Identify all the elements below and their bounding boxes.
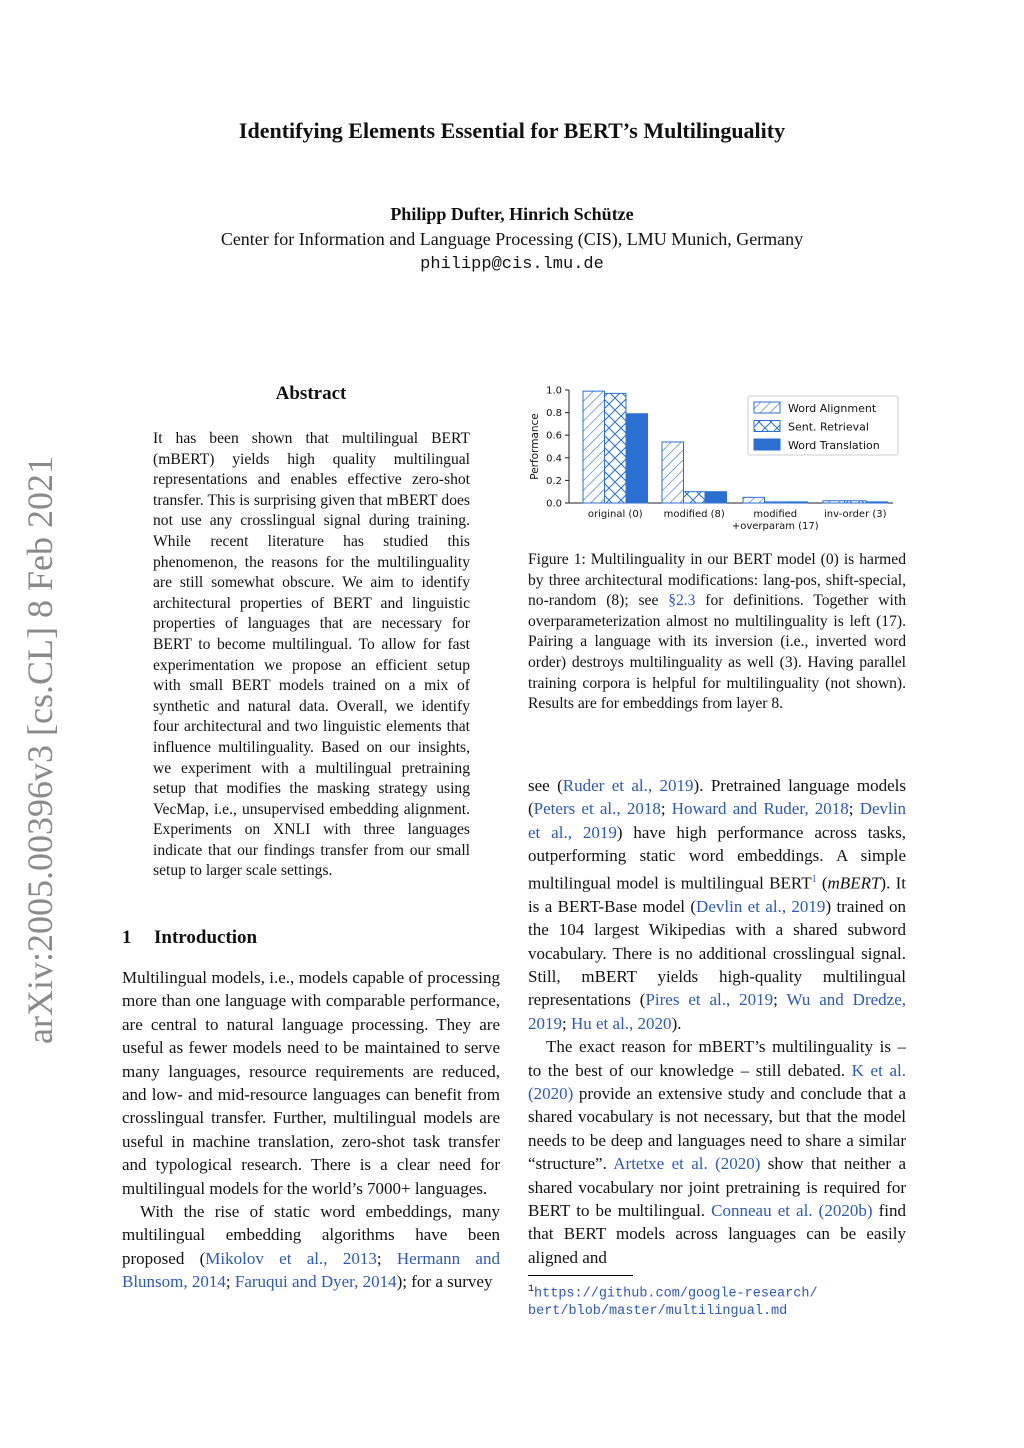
abstract-text: It has been shown that multilingual BERT (mBERT) yields high quality multilingual representations and enables effective zero-shot transfer. This is surprising given that mBERT does not use any crosslingual signal during training. While recent literature has studied this phenomenon, the reasons for the multilinguality are still somewhat obscure. We aim to identify architectural properties of BERT and linguistic properties of languages that are necessary for BERT to become multilingual. To allow for fast experimentation we propose an efficient setup with small BERT models trained on a mix of synthetic and natural data. Overall, we identify four architectural and two linguistic elements that influence multilinguality. Based on our insights, we experiment with a multilingual pretraining setup that modifies the masking strategy using VecMap, i.e., unsupervised embedding alignment. Experiments on XNLI with three languages indicate that our findings transfer from our small setup to larger scale settings. xyxy=(153,430,470,880)
x-category-label: modified xyxy=(753,509,798,520)
bar-word-translation-1 xyxy=(705,492,727,503)
bar-word-alignment-1 xyxy=(662,442,684,503)
citation-link[interactable]: Hu et al., 2020 xyxy=(570,1013,672,1033)
citation-link[interactable]: Artetxe et al. (2020) xyxy=(613,1154,761,1174)
citation-link[interactable]: Devlin et al., 2019 xyxy=(528,799,906,842)
legend-label: Word Translation xyxy=(788,439,880,452)
bar-word-alignment-2 xyxy=(743,497,765,503)
paper-title: Identifying Elements Essential for BERT’s Multilinguality xyxy=(238,118,786,143)
y-tick-label: 0.6 xyxy=(546,430,562,442)
footnote-url[interactable]: https://github.com/google-research/ xyxy=(534,1286,818,1302)
footnote-marker[interactable]: 1 xyxy=(811,873,817,885)
legend-swatch xyxy=(754,439,780,450)
arxiv-sidebar xyxy=(10,456,70,1044)
right-paragraph-1: see (Ruder et al., 2019). Pretrained language models (Peters et al., 2018; Howard and Ruder, 2018; Devlin et al., 2019) have high performance across tasks, outperforming static word embeddings. A simple multilingual model is multilingual BERT$^1$ (mBERT). It is a BERT-Base model (Devlin et al., 2019) trained on the 104 largest Wikipedias with a shared subword vocabulary. There is no additional crosslingual signal. Still, mBERT yields high-quality multilingual representations (Pires et al., 2019; Wu and Dredze, 2019; Hu et al., 2020). xyxy=(528,776,907,1033)
x-category-label-line2: +overparam (17) xyxy=(731,521,819,532)
citation-link[interactable]: Howard and Ruder, 2018 xyxy=(671,799,849,819)
intro-paragraph-2: With the rise of static word embeddings, many multilingual embedding algorithms have been proposed (Mikolov et al., 2013; Hermann and Blunsom, 2014; Faruqui and Dyer, 2014); for a survey xyxy=(122,1202,500,1292)
citation-link[interactable]: Pires et al., 2019 xyxy=(645,990,774,1010)
citation-link[interactable]: Faruqui and Dyer, 2014 xyxy=(234,1272,397,1292)
y-tick-label: 0.8 xyxy=(546,408,562,420)
figure-1-caption: Figure 1: Multilinguality in our BERT model (0) is harmed by three architectural modifications: lang-pos, shift-special, no-random (8); see §2.3 for definitions. Together with overparameterization almost no multilinguality is left (17). Pairing a language with its inversion (i.e., inverted word order) destroys multilinguality as well (3). Having parallel training corpora is helpful for multilinguality (not shown). Results are for embeddings from layer 8. xyxy=(528,551,907,713)
footnote-divider xyxy=(528,1275,633,1276)
author-email[interactable]: philipp@cis.lmu.de xyxy=(420,255,604,274)
section-heading-introduction xyxy=(122,927,257,949)
y-tick-label: 0.2 xyxy=(546,475,562,487)
legend-label: Word Alignment xyxy=(788,402,877,415)
section-ref-link[interactable]: §2.3 xyxy=(668,592,696,610)
intro-body xyxy=(122,966,500,1294)
section-number: 1 xyxy=(122,927,132,948)
footnote-url-continued[interactable]: bert/blob/master/multilingual.md xyxy=(528,1303,788,1319)
footnote-number: 1 xyxy=(528,1284,535,1295)
citation-link[interactable]: Devlin et al., 2019 xyxy=(696,896,826,916)
bar-word-translation-0 xyxy=(626,414,648,503)
citation-link[interactable]: Wu and Dredze, 2019 xyxy=(528,990,906,1033)
legend-swatch xyxy=(754,421,780,432)
legend-label: Sent. Retrieval xyxy=(788,420,869,434)
bar-word-alignment-0 xyxy=(583,391,605,503)
y-axis-label: Performance xyxy=(529,413,541,480)
y-tick-label: 0.0 xyxy=(546,498,562,510)
right-column-body xyxy=(528,774,906,1269)
abstract-heading: Abstract xyxy=(275,383,347,404)
authors: Philipp Dufter, Hinrich Schütze xyxy=(390,204,634,224)
bar-word-alignment-3 xyxy=(823,501,845,503)
citation-link[interactable]: Hermann and Blunsom, 2014 xyxy=(122,1248,500,1292)
footnote xyxy=(528,1281,918,1320)
bar-sent-retrieval-1 xyxy=(684,492,706,503)
x-category-label: modified (8) xyxy=(663,509,725,520)
affiliation: Center for Information and Language Processing (CIS), LMU Munich, Germany xyxy=(220,229,804,249)
citation-link[interactable]: K et al. (2020) xyxy=(528,1060,906,1103)
y-tick-label: 1.0 xyxy=(546,385,562,397)
legend-swatch xyxy=(754,402,780,413)
bar-sent-retrieval-2 xyxy=(765,502,787,503)
section-title: Introduction xyxy=(154,927,258,948)
bar-word-translation-2 xyxy=(786,502,808,503)
arxiv-identifier: arXiv:2005.00396v3 [cs.CL] 8 Feb 2021 xyxy=(20,456,60,1044)
bar-sent-retrieval-0 xyxy=(605,393,627,503)
x-category-label: inv-order (3) xyxy=(823,509,887,520)
right-paragraph-2: The exact reason for mBERT’s multilinguality is – to the best of our knowledge – still debated. K et al. (2020) provide an extensive study and conclude that a shared vocabulary is not necessary, but that the model needs to be deep and languages need to share a similar “structure”. Artetxe et al. (2020) show that neither a shared vocabulary nor joint pretraining is required for BERT to be multilingual. Conneau et al. (2020b) find that BERT models across languages can be easily aligned and xyxy=(528,1037,906,1267)
citation-link[interactable]: Peters et al., 2018 xyxy=(533,799,661,819)
bar-word-translation-3 xyxy=(866,502,888,503)
citation-link[interactable]: Mikolov et al., 2013 xyxy=(205,1248,377,1268)
y-tick-label: 0.4 xyxy=(546,453,562,465)
citation-link[interactable]: Conneau et al. (2020b) xyxy=(711,1200,873,1220)
intro-paragraph-1: Multilingual models, i.e., models capable of processing more than one language with comparable performance, are central to natural language processing. They are useful as fewer models need to be maintained to serve many languages, resource requirements are reduced, and low- and mid-resource languages can benefit from crosslingual transfer. Further, multilingual models are useful in machine translation, zero-shot task transfer and typological research. There is a clear need for multilingual models for the world’s 7000+ languages. xyxy=(122,968,500,1198)
bar-sent-retrieval-3 xyxy=(845,501,867,503)
citation-link[interactable]: Ruder et al., 2019 xyxy=(562,776,694,795)
x-category-label: original (0) xyxy=(587,509,643,520)
figure-1-chart xyxy=(525,380,910,535)
